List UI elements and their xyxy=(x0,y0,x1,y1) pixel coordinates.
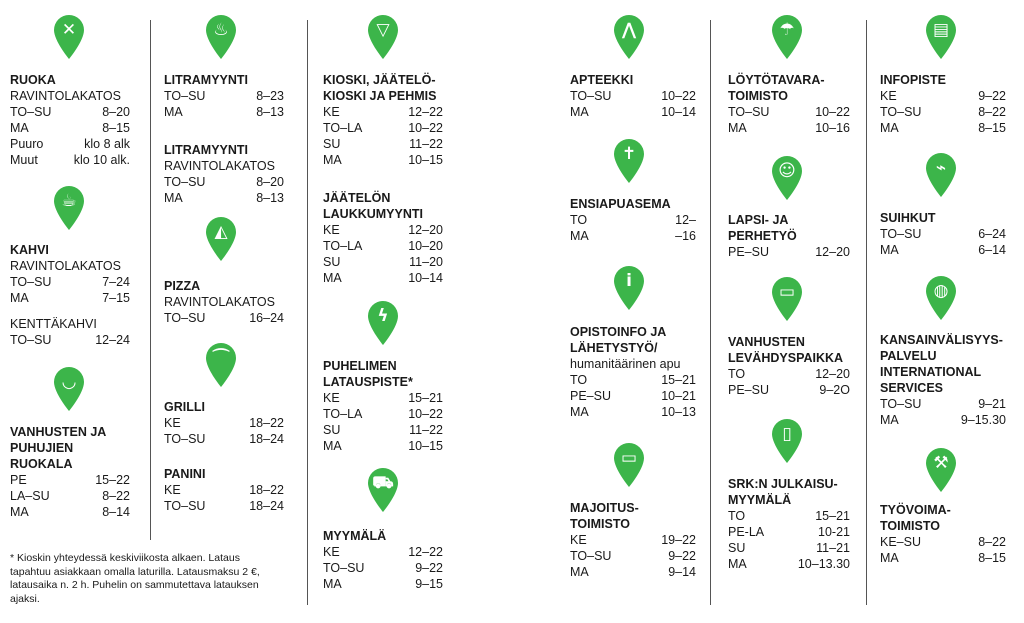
hours-time: 11–22 xyxy=(409,137,443,151)
hours-day: MA xyxy=(10,291,29,305)
section-title: PUHELIMEN LATAUSPISTE* xyxy=(323,359,413,389)
hours-time: –16 xyxy=(675,229,696,243)
icon-glyph: ♨ xyxy=(213,20,229,40)
hours-time: 8–22 xyxy=(978,105,1006,119)
book-icon xyxy=(770,418,804,464)
section-opistoinfo xyxy=(570,324,696,420)
hours-day: KE xyxy=(323,105,340,119)
hours-row xyxy=(10,152,130,168)
hours-day: PE-LA xyxy=(728,525,765,539)
hours-time: 12–20 xyxy=(815,245,850,259)
hours-time: 8–13 xyxy=(256,191,284,205)
hours-row xyxy=(728,508,850,524)
hours-day: KE–SU xyxy=(880,535,921,549)
section-apteekki xyxy=(570,72,696,120)
hours-day: TO–SU xyxy=(570,549,612,563)
hours-time: 10–14 xyxy=(408,271,443,285)
hours-time: 8–15 xyxy=(102,121,130,135)
hours-time: 10-21 xyxy=(818,525,850,539)
globe-icon xyxy=(924,275,958,321)
section-ruoka xyxy=(10,72,130,168)
section-title: RUOKA xyxy=(10,73,56,87)
hours-time: klo 10 alk. xyxy=(73,153,130,167)
hours-time: 15–21 xyxy=(408,391,443,405)
hours-day: TO xyxy=(570,213,588,227)
hours-day: MA xyxy=(570,105,589,119)
hours-day: MA xyxy=(323,153,342,167)
hours-time: 8–20 xyxy=(256,175,284,189)
hours-day: PE–SU xyxy=(728,383,769,397)
hours-day: MA xyxy=(570,405,589,419)
hours-row xyxy=(880,412,1006,428)
hours-day: TO–SU xyxy=(164,432,206,446)
section-title: APTEEKKI xyxy=(570,73,634,87)
icon-glyph: ▭ xyxy=(620,448,638,468)
hours-day: PE–SU xyxy=(570,389,611,403)
section-title: LITRAMYYNTI xyxy=(164,73,249,87)
hours-time: 9–22 xyxy=(415,561,443,575)
section-title: JÄÄTELÖN LAUKKUMYYNTI xyxy=(323,191,423,221)
hours-row xyxy=(570,88,696,104)
hours-row xyxy=(164,88,284,104)
hours-row xyxy=(880,534,1006,550)
hours-time: 9–22 xyxy=(668,549,696,563)
hours-day: PE–SU xyxy=(728,245,769,259)
hours-day: MA xyxy=(570,229,589,243)
hours-time: 9–22 xyxy=(978,89,1006,103)
hours-day: MA xyxy=(323,439,342,453)
section-suihkut xyxy=(880,210,1006,258)
cross-icon xyxy=(612,138,646,184)
bed-icon xyxy=(612,442,646,488)
section-title: KIOSKI, JÄÄTELÖ-KIOSKI JA PEHMIS xyxy=(323,73,437,103)
column-divider xyxy=(307,20,308,605)
hours-row xyxy=(10,488,130,504)
hours-row xyxy=(10,290,130,306)
hours-time: klo 8 alk xyxy=(84,137,130,151)
hours-day: TO–SU xyxy=(164,311,206,325)
hours-row xyxy=(570,532,696,548)
hours-day: KE xyxy=(164,483,181,497)
section-myymala xyxy=(323,528,443,592)
section-srk xyxy=(728,476,850,572)
icon-glyph: ⛟ xyxy=(372,473,394,493)
hours-row xyxy=(164,431,284,447)
hours-time: 8–14 xyxy=(102,505,130,519)
hours-row xyxy=(323,222,443,238)
hours-row xyxy=(164,310,284,326)
shopping-cart-icon xyxy=(366,467,400,513)
section-subtitle: RAVINTOLAKATOS xyxy=(164,295,275,309)
hours-time: 10–21 xyxy=(661,389,696,403)
icon-glyph: ▯ xyxy=(782,424,792,444)
hours-day: PE xyxy=(10,473,27,487)
hours-time: 9–15 xyxy=(415,577,443,591)
pot-icon xyxy=(204,14,238,60)
hours-row xyxy=(323,560,443,576)
hours-row xyxy=(728,540,850,556)
icon-glyph: ☺ xyxy=(778,161,796,181)
hours-row xyxy=(10,472,130,488)
hours-time: 10–22 xyxy=(408,121,443,135)
hours-day: MA xyxy=(164,191,183,205)
hours-time: 10–16 xyxy=(815,121,850,135)
bed-icon xyxy=(770,276,804,322)
hours-day: KE xyxy=(323,391,340,405)
section-subtitle: RAVINTOLAKATOS xyxy=(10,259,121,273)
icon-glyph: ◍ xyxy=(933,281,949,301)
hours-day: TO xyxy=(570,373,588,387)
pizza-slice-icon xyxy=(204,216,238,262)
icon-glyph: ☂ xyxy=(779,20,795,40)
hours-row xyxy=(323,544,443,560)
icon-glyph: ▭ xyxy=(778,282,796,302)
section-title: KANSAINVÄLISYYS-PALVELU INTERNATIONAL SERVICES xyxy=(880,333,1003,395)
hours-row xyxy=(323,270,443,286)
hours-day: MA xyxy=(728,557,747,571)
hours-day: KE xyxy=(570,533,587,547)
shower-icon xyxy=(924,152,958,198)
hours-day: TO–SU xyxy=(164,499,206,513)
hours-time: 6–24 xyxy=(978,227,1006,241)
hours-day: TO–SU xyxy=(880,397,922,411)
hours-row xyxy=(570,564,696,580)
hours-day: Muut xyxy=(10,153,38,167)
section-title: TYÖVOIMA-TOIMISTO xyxy=(880,503,951,533)
hours-time: 8–23 xyxy=(256,89,284,103)
hours-row xyxy=(880,242,1006,258)
hours-time: 8–15 xyxy=(978,551,1006,565)
section-tyovoima xyxy=(880,502,1006,566)
hours-time: 15–21 xyxy=(661,373,696,387)
hours-day: KE xyxy=(164,416,181,430)
hours-time: 18–24 xyxy=(249,499,284,513)
icon-glyph: ⋀ xyxy=(621,20,637,40)
hours-row xyxy=(728,382,850,398)
hours-day: MA xyxy=(323,271,342,285)
section-puhelin xyxy=(323,358,443,454)
hours-row xyxy=(323,406,443,422)
section-litramyynti1 xyxy=(164,72,284,120)
hours-row xyxy=(570,104,696,120)
hours-row xyxy=(164,415,284,431)
icon-glyph: ϟ xyxy=(377,306,389,326)
section-title: GRILLI xyxy=(164,400,205,414)
hours-row xyxy=(728,120,850,136)
section-vanhusten-ruokala xyxy=(10,424,130,520)
hours-time: 7–24 xyxy=(102,275,130,289)
section-kansainvalisyys xyxy=(880,332,1006,428)
hours-time: 10–22 xyxy=(661,89,696,103)
hours-time: 11–21 xyxy=(816,541,850,555)
hours-time: 15–22 xyxy=(95,473,130,487)
section-title: VANHUSTEN JA PUHUJIEN RUOKALA xyxy=(10,425,106,471)
icon-glyph: ⌁ xyxy=(935,158,947,178)
hours-day: KE xyxy=(880,89,897,103)
hours-day: TO–LA xyxy=(323,121,363,135)
hours-day: SU xyxy=(728,541,746,555)
hours-day: TO–LA xyxy=(323,407,363,421)
hours-time: 12–24 xyxy=(95,333,130,347)
hours-row xyxy=(323,254,443,270)
hours-row xyxy=(728,524,850,540)
section-kahvi xyxy=(10,242,130,348)
hours-time: 10–15 xyxy=(408,153,443,167)
column-divider xyxy=(866,20,867,605)
hours-day: MA xyxy=(728,121,747,135)
icon-glyph: ▤ xyxy=(932,20,950,40)
hours-time: 10–20 xyxy=(408,239,443,253)
hours-row xyxy=(10,332,130,348)
hours-time: 10–14 xyxy=(661,105,696,119)
hours-row xyxy=(164,104,284,120)
hours-row xyxy=(570,212,696,228)
hours-day: TO–SU xyxy=(164,89,206,103)
hours-row xyxy=(880,104,1006,120)
icon-glyph: i xyxy=(626,271,632,291)
section-grilli xyxy=(164,399,284,447)
section-ensiapu xyxy=(570,196,696,244)
hours-time: 9–14 xyxy=(668,565,696,579)
section-title: PIZZA xyxy=(164,279,201,293)
icon-glyph: ◡ xyxy=(62,372,76,392)
hours-time: 15–21 xyxy=(815,509,850,523)
hours-row xyxy=(323,238,443,254)
hammer-icon xyxy=(924,447,958,493)
hours-row xyxy=(323,390,443,406)
info-icon xyxy=(612,265,646,311)
section-title: SRK:N JULKAISU-MYYMÄLÄ xyxy=(728,477,838,507)
hours-row xyxy=(880,120,1006,136)
hours-day: TO–LA xyxy=(323,239,363,253)
icon-glyph: ⌒ xyxy=(212,348,230,368)
hours-time: 18–24 xyxy=(249,432,284,446)
hours-row xyxy=(880,550,1006,566)
hours-time: 8–15 xyxy=(978,121,1006,135)
hours-day: TO xyxy=(728,509,746,523)
hours-day: TO–SU xyxy=(10,333,52,347)
hours-row xyxy=(10,136,130,152)
hours-time: 12–20 xyxy=(408,223,443,237)
hours-row xyxy=(323,136,443,152)
hours-row xyxy=(10,120,130,136)
section-infopiste xyxy=(880,72,1006,136)
hours-day: TO–SU xyxy=(570,89,612,103)
hours-time: 8–20 xyxy=(102,105,130,119)
section-subtitle: humanitäärinen apu xyxy=(570,357,681,371)
hours-row xyxy=(728,556,850,572)
sausage-icon xyxy=(204,342,238,388)
section-jaatelo xyxy=(323,190,443,286)
section-loytotavara xyxy=(728,72,850,136)
section-title: SUIHKUT xyxy=(880,211,936,225)
hours-row xyxy=(10,274,130,290)
hours-time: 10–13.30 xyxy=(797,557,850,571)
hours-row xyxy=(728,366,850,382)
hours-row xyxy=(728,244,850,260)
section-majoitus xyxy=(570,500,696,580)
ice-cream-icon xyxy=(366,14,400,60)
hours-row xyxy=(728,104,850,120)
hours-day: TO xyxy=(728,367,746,381)
section-subtitle: RAVINTOLAKATOS xyxy=(164,159,275,173)
section-subtitle: KENTTÄKAHVI xyxy=(10,317,97,331)
hours-time: 11–20 xyxy=(409,255,443,269)
section-title: LÖYTÖTAVARA-TOIMISTO xyxy=(728,73,825,103)
hours-row xyxy=(880,226,1006,242)
hours-day: TO–SU xyxy=(323,561,365,575)
section-title: MAJOITUS-TOIMISTO xyxy=(570,501,639,531)
section-title: VANHUSTEN LEVÄHDYSPAIKKA xyxy=(728,335,844,365)
hours-time: 9–2O xyxy=(819,383,850,397)
hours-time: 11–22 xyxy=(409,423,443,437)
section-title: OPISTOINFO JA LÄHETYSTYÖ/ xyxy=(570,325,666,355)
hours-time: 18–22 xyxy=(249,416,284,430)
section-kioski xyxy=(323,72,443,168)
hours-day: SU xyxy=(323,137,341,151)
section-vanhusten-lepo xyxy=(728,334,850,398)
hours-day: MA xyxy=(880,243,899,257)
hours-day: MA xyxy=(880,413,899,427)
footnote: * Kioskin yhteydessä keskiviikosta alkaen. Lataus tapahtuu asiakkaan omalla laturilla. Latausmaksu 2 €, latausaika n. 2 h. Puhelin on sammutettava latauksen ajaksi. xyxy=(10,552,260,605)
child-icon xyxy=(770,155,804,201)
hours-row xyxy=(10,504,130,520)
icon-glyph: ☕ xyxy=(61,191,77,211)
hours-row xyxy=(164,482,284,498)
hours-row xyxy=(570,372,696,388)
fork-knife-icon xyxy=(52,14,86,60)
hours-row xyxy=(323,152,443,168)
hours-row xyxy=(880,396,1006,412)
hands-icon xyxy=(612,14,646,60)
hours-day: LA–SU xyxy=(10,489,50,503)
section-title: PANINI xyxy=(164,467,206,481)
hours-day: Puuro xyxy=(10,137,44,151)
section-title: INFOPISTE xyxy=(880,73,946,87)
icon-glyph: ◭ xyxy=(214,222,228,242)
icon-glyph: ⚒ xyxy=(933,453,949,473)
hours-time: 8–13 xyxy=(256,105,284,119)
icon-glyph: ▽ xyxy=(376,20,390,40)
hours-time: 8–22 xyxy=(978,535,1006,549)
hours-row xyxy=(570,548,696,564)
hours-row xyxy=(164,498,284,514)
hours-day: MA xyxy=(164,105,183,119)
section-title: KAHVI xyxy=(10,243,49,257)
hours-row xyxy=(323,104,443,120)
hours-time: 8–22 xyxy=(102,489,130,503)
icon-glyph: ✝ xyxy=(621,144,637,164)
hours-row xyxy=(323,438,443,454)
hours-day: TO–SU xyxy=(10,275,52,289)
spacer xyxy=(10,306,130,316)
hours-day: MA xyxy=(10,505,29,519)
hours-day: MA xyxy=(880,551,899,565)
hours-row xyxy=(323,120,443,136)
hours-time: 18–22 xyxy=(249,483,284,497)
section-title: ENSIAPUASEMA xyxy=(570,197,671,211)
hours-row xyxy=(880,88,1006,104)
hours-row xyxy=(323,576,443,592)
hours-row xyxy=(570,404,696,420)
hours-time: 12–22 xyxy=(408,105,443,119)
hours-time: 10–15 xyxy=(408,439,443,453)
section-subtitle: RAVINTOLAKATOS xyxy=(10,89,121,103)
hours-time: 9–15.30 xyxy=(960,413,1006,427)
section-title: LITRAMYYNTI xyxy=(164,143,249,157)
hours-time: 6–14 xyxy=(978,243,1006,257)
umbrella-icon xyxy=(770,14,804,60)
info-board-icon xyxy=(924,14,958,60)
hours-time: 10–22 xyxy=(408,407,443,421)
coffee-cup-icon xyxy=(52,185,86,231)
column-divider xyxy=(710,20,711,605)
lightning-icon xyxy=(366,300,400,346)
hours-day: MA xyxy=(10,121,29,135)
hours-time: 7–15 xyxy=(102,291,130,305)
hours-day: MA xyxy=(570,565,589,579)
section-lapsi xyxy=(728,212,850,260)
hours-time: 9–21 xyxy=(978,397,1006,411)
section-panini xyxy=(164,466,284,514)
hours-row xyxy=(164,174,284,190)
hours-time: 10–13 xyxy=(661,405,696,419)
section-title: MYYMÄLÄ xyxy=(323,529,387,543)
section-litramyynti2 xyxy=(164,142,284,206)
hours-day: MA xyxy=(323,577,342,591)
hours-time: 16–24 xyxy=(249,311,284,325)
soup-bowl-icon xyxy=(52,366,86,412)
hours-time: 12– xyxy=(675,213,696,227)
column-divider xyxy=(150,20,151,540)
hours-day: TO–SU xyxy=(880,227,922,241)
hours-row xyxy=(570,388,696,404)
hours-row xyxy=(164,190,284,206)
hours-time: 12–22 xyxy=(408,545,443,559)
section-pizza xyxy=(164,278,284,326)
icon-glyph: ✕ xyxy=(61,20,77,40)
hours-row xyxy=(323,422,443,438)
hours-day: SU xyxy=(323,255,341,269)
hours-day: KE xyxy=(323,223,340,237)
hours-time: 10–22 xyxy=(815,105,850,119)
hours-day: KE xyxy=(323,545,340,559)
hours-day: TO–SU xyxy=(728,105,770,119)
hours-day: TO–SU xyxy=(880,105,922,119)
hours-row xyxy=(570,228,696,244)
hours-time: 19–22 xyxy=(661,533,696,547)
hours-day: SU xyxy=(323,423,341,437)
hours-time: 12–20 xyxy=(815,367,850,381)
hours-row xyxy=(10,104,130,120)
hours-day: TO–SU xyxy=(10,105,52,119)
section-title: LAPSI- JA PERHETYÖ xyxy=(728,213,797,243)
hours-day: TO–SU xyxy=(164,175,206,189)
hours-day: MA xyxy=(880,121,899,135)
